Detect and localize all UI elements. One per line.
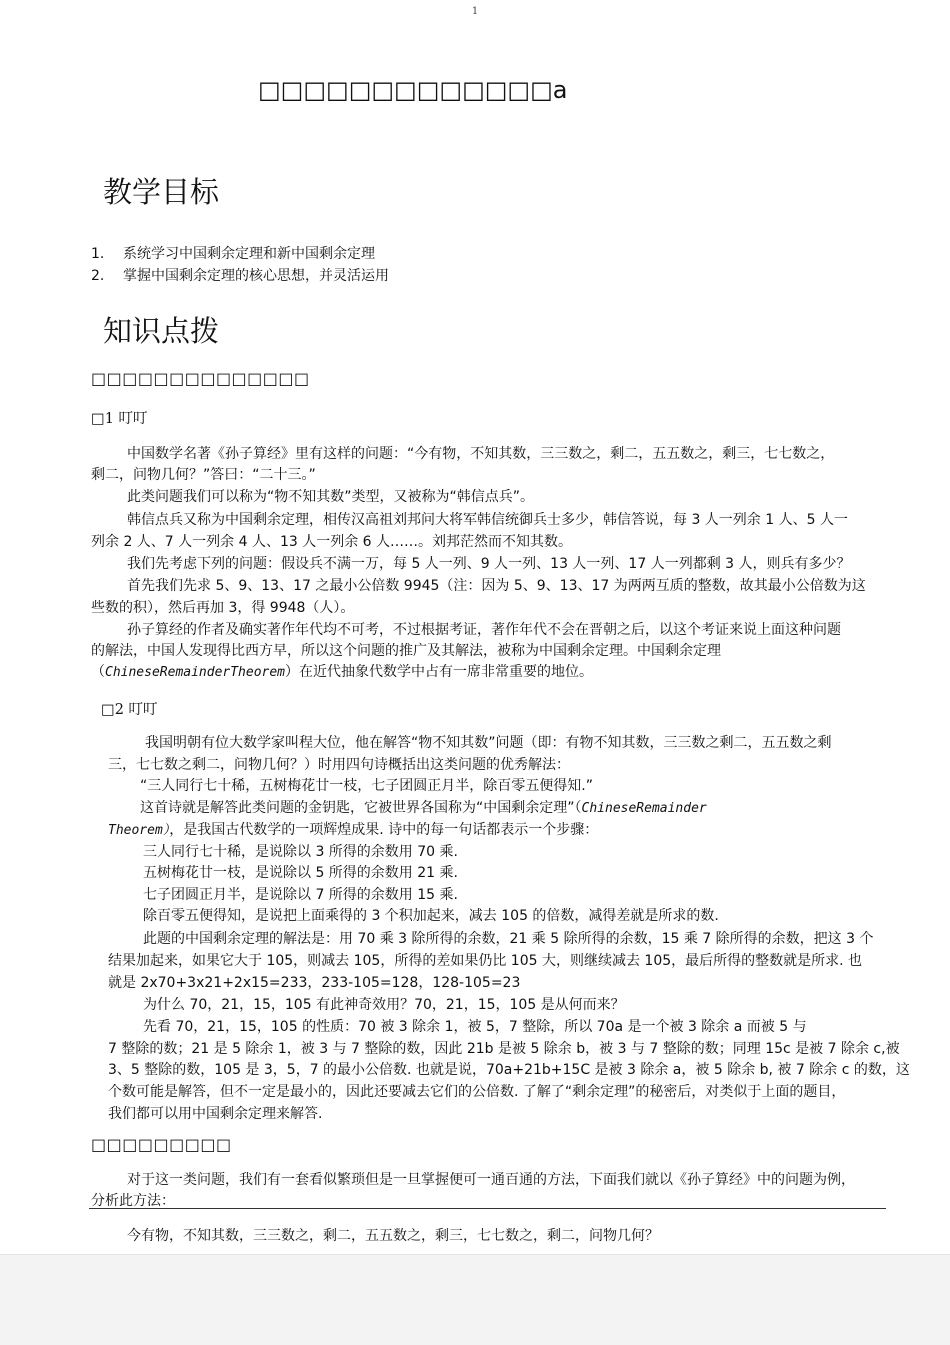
para1-line: 的解法，中国人发现得比西方早，所以这个问题的推广及其解法，被称为中国剩余定理。中国剩余定理 [91, 643, 721, 659]
para2-line: 三，七七数之剩二，问物几何？）时用四句诗概括出这类问题的优秀解法： [108, 757, 570, 773]
para1-line: 孙子算经的作者及确实著作年代均不可考，不过根据考证，著作年代不会在晋朝之后，以这个考证来说上面这种问题 [127, 622, 841, 638]
problem-line: 今有物，不知其数，三三数之，剩二，五五数之，剩三，七七数之，剩二，问物几何？ [127, 1228, 659, 1244]
para3-line: 先看 70，21，15，105 的性质：70 被 3 除余 1，被 5，7 整除，所以 70a 是一个被 3 除余 a 而被 5 与 [143, 1019, 807, 1035]
page-gap-background [0, 1254, 950, 1345]
theorem-term: ChineseRemainder [581, 801, 707, 816]
document-title: □□□□□□□□□□□□□a [258, 76, 568, 104]
para3-line: 3、5 整除的数，105 是 3，5，7 的最小公倍数. 也就是说，70a+21b+15C 是被 3 除余 a，被 5 除余 b, 被 7 除余 c 的数，这 [108, 1062, 910, 1078]
para3-line: 就是 2x70+3x21+2x15=233，233-105=128，128-105=23 [108, 975, 521, 991]
para2-key-line-2: Theorem），是我国古代数学的一项辉煌成果. 诗中的每一句话都表示一个步骤： [108, 822, 599, 838]
para4-line: 对于这一类问题，我们有一套看似繁琐但是一旦掌握便可一通百通的方法，下面我们就以《孙子算经》中的问题为例， [127, 1172, 855, 1188]
para3-line: 此题的中国剩余定理的解法是：用 70 乘 3 除所得的余数，21 乘 5 除所得的余数，15 乘 7 除所得的余数，把这 3 个 [143, 931, 874, 947]
step-line: 五树梅花廿一枝，是说除以 5 所得的余数用 21 乘. [143, 865, 458, 881]
theorem-term: Theorem） [108, 823, 170, 838]
para1-line-last: （ChineseRemainderTheorem）在近代抽象代数学中占有一席非常重要的地位。 [91, 664, 594, 680]
para1-line: 我们先考虑下列的问题：假设兵不满一万，每 5 人一列、9 人一列、13 人一列、17 人一列都剩 3 人，则兵有多少？ [127, 556, 851, 572]
para1-line: 此类问题我们可以称为“物不知其数”类型，又被称为“韩信点兵”。 [127, 489, 535, 505]
para4-line: 分析此方法： [91, 1193, 175, 1209]
para1-line: 韩信点兵又称为中国剩余定理，相传汉高祖刘邦问大将军韩信统御兵士多少，韩信答说，每 3 人一列余 1 人、5 人一 [127, 512, 848, 528]
para1-line: 首先我们先求 5、9、13、17 之最小公倍数 9945（注：因为 5、9、13、17 为两两互质的整数，故其最小公倍数为这 [127, 578, 866, 594]
poem-line: “三人同行七十稀，五树梅花廿一枝，七子团圆正月半，除百零五便得知.” [140, 778, 593, 794]
para3-line: 个数可能是解答，但不一定是最小的，因此还要减去它们的公倍数. 了解了“剩余定理”的秘密后，对类似于上面的题目， [108, 1084, 846, 1100]
divider-line [89, 1208, 886, 1209]
para3-line: 为什么 70，21，15，105 有此神奇效用？70，21，15，105 是从何而来？ [143, 997, 625, 1013]
step-line: 除百零五便得知，是说把上面乘得的 3 个积加起来，减去 105 的倍数，减得差就是所求的数. [143, 908, 719, 924]
para1-line: 些数的积），然后再加 3，得 9948（人）。 [91, 600, 355, 616]
page-number: 1 [471, 6, 479, 17]
heading-knowledge: 知识点拨 [103, 314, 220, 348]
para3-line: 我们都可以用中国剩余定理来解答. [108, 1106, 323, 1122]
para3-line: 结果加起来，如果它大于 105，则减去 105，所得的差如果仍比 105 大，则继续减去 105，最后所得的整数就是所求. 也 [108, 953, 863, 969]
para2-key-line: 这首诗就是解答此类问题的金钥匙，它被世界各国称为“中国剩余定理”（ChineseRemainder [140, 800, 707, 816]
para2-line: 我国明朝有位大数学家叫程大位，他在解答“物不知其数”问题（即：有物不知其数，三三数之剩二，五五数之剩 [145, 735, 832, 751]
subheading-2: □2 叮叮 [101, 702, 158, 718]
step-line: 三人同行七十稀，是说除以 3 所得的余数用 70 乘. [143, 844, 458, 860]
para1-line: 剩二，问物几何？”答曰：“二十三。” [91, 467, 316, 483]
objective-item-1: 1. 系统学习中国剩余定理和新中国剩余定理 [91, 246, 375, 262]
theorem-term: ChineseRemainderTheorem [105, 665, 286, 680]
para3-line: 7 整除的数；21 是 5 除余 1，被 3 与 7 整除的数，因此 21b 是被 5 除余 b，被 3 与 7 整除的数；同理 15c 是被 7 除余 c,被 [108, 1041, 900, 1057]
box-heading-1: □□□□□□□□□□□□□□ [91, 369, 310, 388]
subheading-1: □1 叮叮 [91, 411, 148, 427]
step-line: 七子团圆正月半，是说除以 7 所得的余数用 15 乘. [143, 887, 458, 903]
para1-line: 列余 2 人、7 人一列余 4 人、13 人一列余 6 人……。刘邦茫然而不知其数。 [91, 534, 573, 550]
box-heading-2: □□□□□□□□□ [91, 1135, 232, 1154]
heading-objectives: 教学目标 [103, 175, 220, 209]
para1-line: 中国数学名著《孙子算经》里有这样的问题：“今有物，不知其数，三三数之，剩二，五五数之，剩三，七七数之， [127, 446, 835, 462]
objective-item-2: 2. 掌握中国剩余定理的核心思想，并灵活运用 [91, 268, 389, 284]
